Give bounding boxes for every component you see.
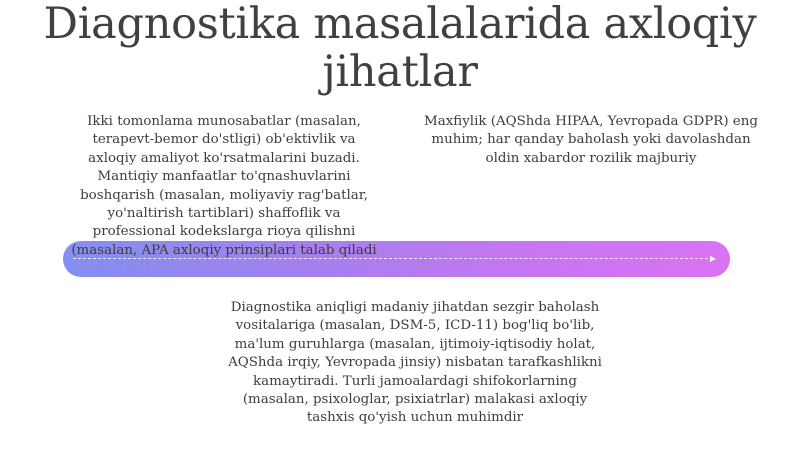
page-title: Diagnostika masalalarida axloqiy jihatlar	[43, 0, 757, 97]
text-block-left: Ikki tomonlama munosabatlar (masalan, terapevt-bemor do'stligi) ob'ektivlik va axloqiy amaliyot ko'rsatmalarini buzadi. Mantiqiy manfaatlar to'qnashuvlarini boshqarish (masalan, moliyaviy rag'batlar, yo'naltirish tartiblari) shaffoflik va professional kodekslarga rioya qilishni (masalan, APA axloqiy prinsiplari talab qiladi	[71, 114, 377, 258]
text-block-right: Maxfiylik (AQShda HIPAA, Yevropada GDPR) eng muhim; har qanday baholash yoki davolashdan oldin xabardor rozilik majburiy	[424, 114, 758, 166]
text-block-bottom: Diagnostika aniqligi madaniy jihatdan sezgir baholash vositalariga (masalan, DSM-5, ICD-11) bog'liq bo'lib, ma'lum guruhlarga (masalan, ijtimoiy-iqtisodiy holat, AQShda irqiy, Yevropada jinsiy) nisbatan tarafkashlikni kamaytiradi. Turli jamoalardagi shifokorlarning (masalan, psixologlar, psixiatrlar) malakasi axloqiy tashxis qo'yish uchun muhimdir	[228, 300, 602, 426]
arrow-right-icon: ▸	[709, 251, 716, 265]
